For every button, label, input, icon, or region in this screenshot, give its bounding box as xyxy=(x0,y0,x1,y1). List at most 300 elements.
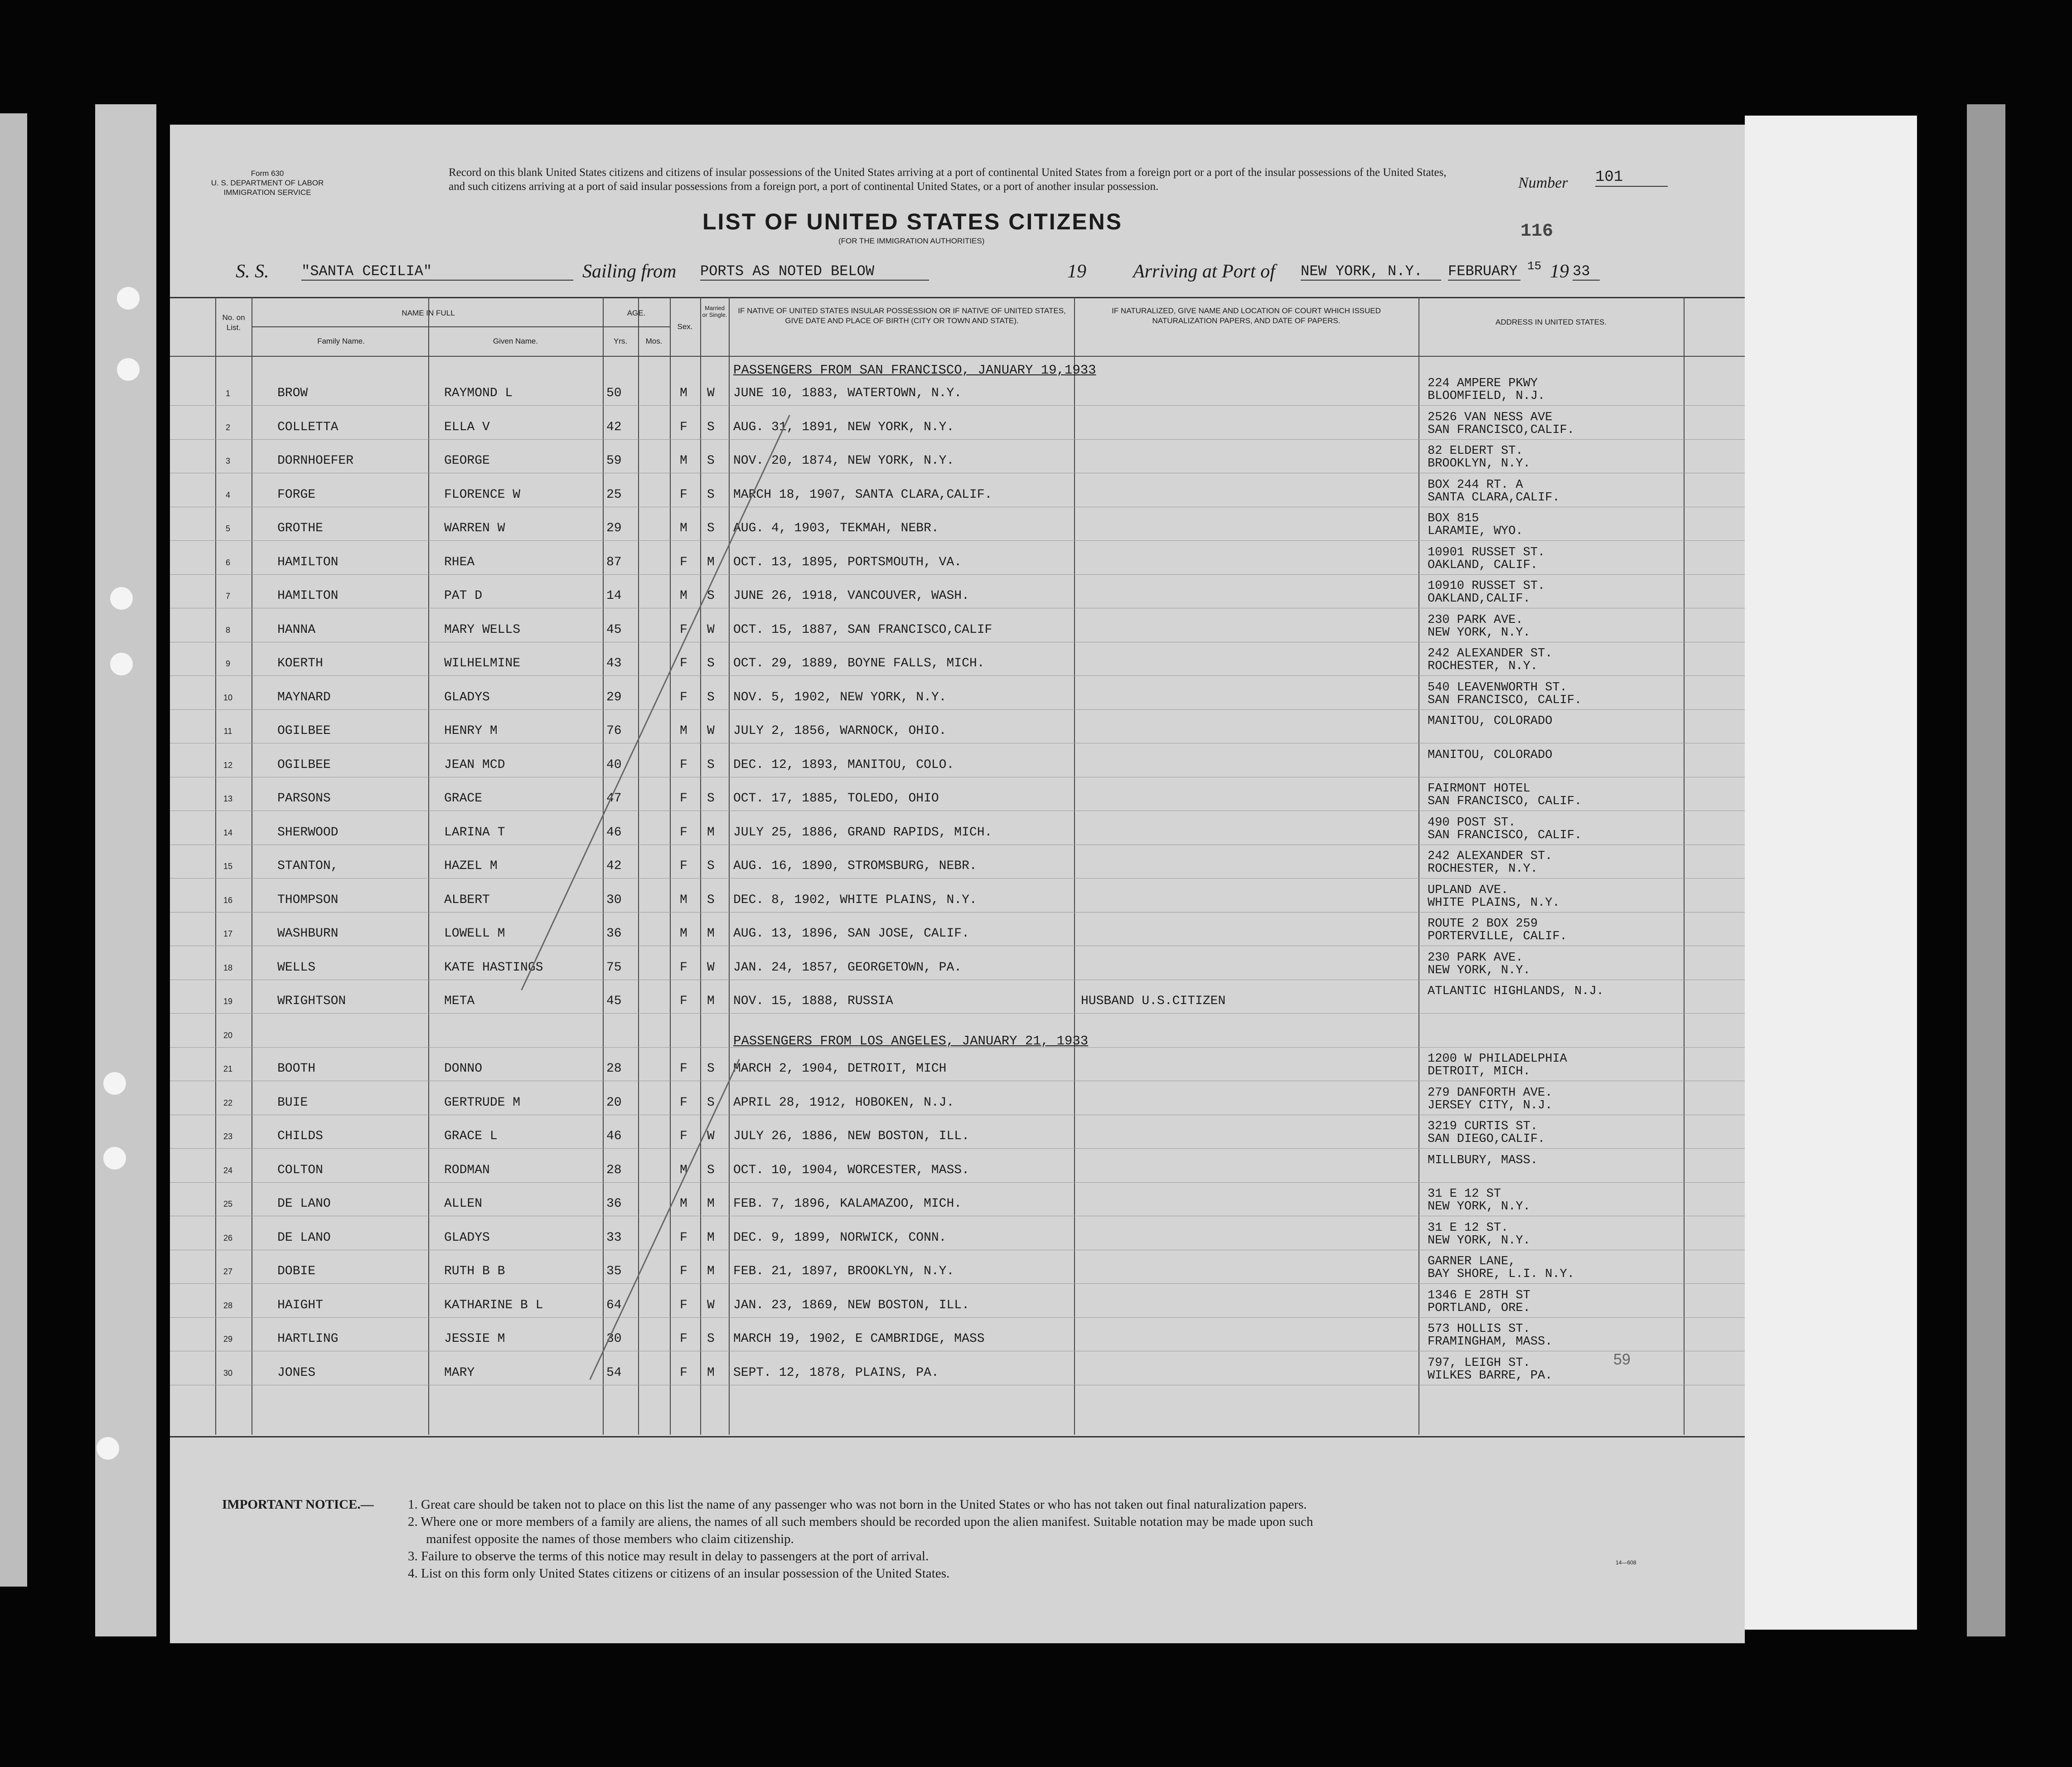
age-years: 76 xyxy=(606,724,622,738)
row-number: 22 xyxy=(223,1098,233,1107)
age-years: 33 xyxy=(606,1230,622,1245)
age-years: 64 xyxy=(606,1298,622,1312)
marital-status: M xyxy=(707,1197,715,1211)
family-name: WASHBURN xyxy=(277,927,339,941)
row-number: 12 xyxy=(223,760,233,770)
sex: M xyxy=(680,521,687,535)
given-name: HAZEL M xyxy=(444,859,498,873)
row-rule xyxy=(170,912,1745,913)
header-no-on-list: No. on List. xyxy=(222,313,245,332)
birth-info: DEC. 9, 1899, NORWICK, CONN. xyxy=(733,1230,947,1245)
family-name: HAIGHT xyxy=(277,1298,323,1312)
address-line-2: PORTLAND, ORE. xyxy=(1428,1301,1530,1315)
birth-info: AUG. 31, 1891, NEW YORK, N.Y. xyxy=(733,420,954,434)
address-line-1: 2526 VAN NESS AVE xyxy=(1428,410,1553,424)
birth-info: OCT. 13, 1895, PORTSMOUTH, VA. xyxy=(733,555,962,569)
row-number: 18 xyxy=(223,963,233,972)
age-years: 46 xyxy=(606,1129,622,1143)
row-number: 30 xyxy=(223,1368,233,1378)
age-years: 14 xyxy=(606,589,622,603)
header-naturalized: IF NATURALIZED, GIVE NAME AND LOCATION OF COURT WHICH ISSUED NATURALIZATION PAPERS, AND DATE OF PAPERS. xyxy=(1112,306,1381,325)
birth-info: JULY 2, 1856, WARNOCK, OHIO. xyxy=(733,724,947,738)
marital-status: S xyxy=(707,521,715,535)
sex: F xyxy=(680,1332,687,1346)
form-department-block xyxy=(195,169,340,197)
birth-info: DEC. 12, 1893, MANITOU, COLO. xyxy=(733,757,954,772)
section-heading-san-francisco: PASSENGERS FROM SAN FRANCISCO, JANUARY 19,1933 xyxy=(733,363,1096,378)
address-line-1: 31 E 12 ST xyxy=(1428,1187,1501,1201)
subheader-line xyxy=(252,326,603,327)
birth-info: JUNE 10, 1883, WATERTOWN, N.Y. xyxy=(733,386,962,400)
birth-info: NOV. 15, 1888, RUSSIA xyxy=(733,994,893,1008)
given-name: MARY WELLS xyxy=(444,622,521,637)
sex: F xyxy=(680,690,687,704)
address-line-2: ROCHESTER, N.Y. xyxy=(1428,660,1538,673)
sex: F xyxy=(680,1129,687,1143)
row-rule xyxy=(170,540,1745,541)
form-number: Form 630 xyxy=(251,169,284,178)
ss-label: S. S. xyxy=(236,261,269,282)
address-line-2: OAKLAND,CALIF. xyxy=(1428,592,1530,606)
given-name: DONNO xyxy=(444,1062,483,1076)
age-years: 29 xyxy=(606,690,622,704)
birth-info: MARCH 19, 1902, E CAMBRIDGE, MASS xyxy=(733,1332,985,1346)
row-number: 26 xyxy=(223,1233,233,1243)
marital-status: S xyxy=(707,420,715,434)
age-years: 47 xyxy=(606,791,622,806)
birth-info: FEB. 7, 1896, KALAMAZOO, MICH. xyxy=(733,1197,962,1211)
page-title: LIST OF UNITED STATES CITIZENS xyxy=(702,209,1123,234)
sex: F xyxy=(680,791,687,806)
family-name: HAMILTON xyxy=(277,589,339,603)
sex: F xyxy=(680,1062,687,1076)
row-number: 9 xyxy=(225,659,230,668)
birth-info: JULY 26, 1886, NEW BOSTON, ILL. xyxy=(733,1129,969,1143)
col-line xyxy=(428,297,429,1435)
ship-name: "SANTA CECILIA" xyxy=(301,263,573,281)
sex: F xyxy=(680,555,687,569)
marital-status: S xyxy=(707,757,715,772)
header-age: AGE. xyxy=(627,309,646,317)
address-line-1: ATLANTIC HIGHLANDS, N.J. xyxy=(1428,985,1604,998)
marital-status: W xyxy=(707,1298,715,1312)
row-rule xyxy=(170,675,1745,676)
form-code: 14—608 xyxy=(1616,1559,1636,1566)
marital-status: S xyxy=(707,1062,715,1076)
adjacent-page-left xyxy=(0,113,27,1587)
address-line-2: SANTA CLARA,CALIF. xyxy=(1428,490,1560,505)
service-name: IMMIGRATION SERVICE xyxy=(223,188,311,197)
marital-status: W xyxy=(707,622,715,637)
marital-status: M xyxy=(707,1230,715,1245)
notice-item-1: 1. Great care should be taken not to place on this list the name of any passenger who was not born in the United States or who has not taken out final naturalization papers. xyxy=(408,1497,1307,1512)
given-name: HENRY M xyxy=(444,724,498,738)
marital-status: W xyxy=(707,960,715,975)
col-line xyxy=(638,297,639,1435)
family-name: BOOTH xyxy=(277,1062,316,1076)
arrival-year: 33 xyxy=(1573,263,1600,281)
address-line-1: BOX 815 xyxy=(1428,512,1479,525)
number-label: Number xyxy=(1518,175,1568,191)
address-line-2: JERSEY CITY, N.J. xyxy=(1428,1098,1553,1112)
age-years: 29 xyxy=(606,521,622,535)
marital-status: M xyxy=(707,555,715,569)
given-name: WILHELMINE xyxy=(444,656,521,670)
age-years: 35 xyxy=(606,1264,622,1278)
header-native: IF NATIVE OF UNITED STATES INSULAR POSSESSION OR IF NATIVE OF UNITED STATES, GIVE DATE AND PLACE OF BIRTH (CITY OR TOWN AND STATE). xyxy=(738,306,1066,325)
arriving-label: Arriving at Port of xyxy=(1133,261,1275,282)
age-years: 87 xyxy=(606,555,622,569)
address-line-2: PORTERVILLE, CALIF. xyxy=(1428,930,1567,943)
sex: F xyxy=(680,420,687,434)
row-rule xyxy=(170,405,1745,406)
address-line-2: SAN FRANCISCO, CALIF. xyxy=(1428,795,1582,808)
address-line-2: BAY SHORE, L.I. N.Y. xyxy=(1428,1267,1575,1281)
age-years: 54 xyxy=(606,1365,622,1380)
address-line-1: 224 AMPERE PKWY xyxy=(1428,377,1538,390)
row-number: 28 xyxy=(223,1301,233,1310)
address-line-1: 82 ELDERT ST. xyxy=(1428,444,1523,458)
sex: M xyxy=(680,1197,687,1211)
sex: F xyxy=(680,656,687,670)
given-name: RODMAN xyxy=(444,1163,490,1177)
marital-status: S xyxy=(707,656,715,670)
address-line-1: ROUTE 2 BOX 259 xyxy=(1428,917,1538,931)
sex: M xyxy=(680,386,687,400)
age-years: 43 xyxy=(606,656,622,670)
family-name: DORNHOEFER xyxy=(277,454,354,468)
address-line-1: 242 ALEXANDER ST. xyxy=(1428,850,1553,863)
marital-status: S xyxy=(707,454,715,468)
birth-info: MARCH 2, 1904, DETROIT, MICH xyxy=(733,1062,947,1076)
birth-info: NOV. 5, 1902, NEW YORK, N.Y. xyxy=(733,690,947,704)
row-number: 21 xyxy=(223,1064,233,1073)
row-number: 27 xyxy=(223,1267,233,1276)
age-years: 59 xyxy=(606,454,622,468)
row-number: 6 xyxy=(225,558,230,567)
sex: M xyxy=(680,893,687,907)
birth-info: JULY 25, 1886, GRAND RAPIDS, MICH. xyxy=(733,825,992,840)
given-name: RAYMOND L xyxy=(444,386,513,400)
address-line-1: 279 DANFORTH AVE. xyxy=(1428,1086,1553,1100)
birth-info: SEPT. 12, 1878, PLAINS, PA. xyxy=(733,1365,939,1380)
header-months: Mos. xyxy=(645,337,663,345)
birth-info: OCT. 10, 1904, WORCESTER, MASS. xyxy=(733,1163,969,1177)
address-line-1: GARNER LANE, xyxy=(1428,1255,1516,1268)
row-rule xyxy=(170,709,1745,710)
age-years: 40 xyxy=(606,757,622,772)
given-name: GRACE xyxy=(444,791,483,806)
birth-info: AUG. 16, 1890, STROMSBURG, NEBR. xyxy=(733,859,977,873)
binder-hole xyxy=(117,287,140,310)
sex: M xyxy=(680,724,687,738)
family-name: STANTON, xyxy=(277,859,339,873)
row-number: 10 xyxy=(223,693,233,702)
family-name: HANNA xyxy=(277,622,316,637)
marital-status: M xyxy=(707,927,715,941)
page-subtitle: (FOR THE IMMIGRATION AUTHORITIES) xyxy=(838,237,985,245)
row-number: 23 xyxy=(223,1132,233,1141)
notice-item-4: 4. List on this form only United States citizens or citizens of an insular possession of the United States. xyxy=(408,1566,950,1581)
sex: F xyxy=(680,1365,687,1380)
family-name: JONES xyxy=(277,1365,316,1380)
address-line-1: MILLBURY, MASS. xyxy=(1428,1153,1538,1167)
family-name: HAMILTON xyxy=(277,555,339,569)
address-line-2: NEW YORK, N.Y. xyxy=(1428,963,1530,977)
address-line-2: SAN FRANCISCO, CALIF. xyxy=(1428,693,1582,707)
row-rule xyxy=(170,439,1745,440)
family-name: CHILDS xyxy=(277,1129,323,1143)
age-years: 25 xyxy=(606,487,622,502)
family-name: HARTLING xyxy=(277,1332,339,1346)
sex: F xyxy=(680,960,687,975)
sex: F xyxy=(680,1095,687,1110)
address-line-2: SAN FRANCISCO, CALIF. xyxy=(1428,828,1582,842)
given-name: META xyxy=(444,994,475,1008)
row-number: 3 xyxy=(225,456,230,466)
given-name: ELLA V xyxy=(444,420,490,434)
address-line-1: MANITOU, COLORADO xyxy=(1428,748,1553,762)
row-number: 25 xyxy=(223,1199,233,1209)
family-name: COLTON xyxy=(277,1163,323,1177)
address-line-2: NEW YORK, N.Y. xyxy=(1428,1200,1530,1214)
given-name: ALBERT xyxy=(444,893,490,907)
family-name: OGILBEE xyxy=(277,757,331,772)
arrival-month: FEBRUARY xyxy=(1448,263,1520,281)
given-name: KATHARINE B L xyxy=(444,1298,543,1312)
col-line xyxy=(1684,297,1685,1435)
address-line-2: BLOOMFIELD, N.J. xyxy=(1428,389,1545,403)
marital-status: S xyxy=(707,690,715,704)
header-address: ADDRESS IN UNITED STATES. xyxy=(1496,318,1607,326)
sailing-label: Sailing from xyxy=(582,261,677,282)
notice-label: IMPORTANT NOTICE.— xyxy=(222,1497,374,1512)
row-number: 16 xyxy=(223,895,233,905)
sex: F xyxy=(680,1264,687,1278)
given-name: GEORGE xyxy=(444,454,490,468)
address-line-1: 490 POST ST. xyxy=(1428,816,1516,830)
header-name-in-full: NAME IN FULL xyxy=(402,309,455,317)
given-name: RHEA xyxy=(444,555,475,569)
address-line-1: 230 PARK AVE. xyxy=(1428,951,1523,965)
address-line-2: DETROIT, MICH. xyxy=(1428,1065,1530,1078)
sex: M xyxy=(680,454,687,468)
notice-item-2: 2. Where one or more members of a family are aliens, the names of all such members should be recorded upon the alien manifest. Suitable notation may be made upon such xyxy=(408,1515,1313,1529)
marital-status: S xyxy=(707,893,715,907)
row-number: 15 xyxy=(223,862,233,871)
marital-status: S xyxy=(707,1332,715,1346)
header-given-name: Given Name. xyxy=(493,337,538,345)
sex: F xyxy=(680,1230,687,1245)
row-rule xyxy=(170,1283,1745,1284)
sex: F xyxy=(680,622,687,637)
header-family-name: Family Name. xyxy=(317,337,365,345)
sex: F xyxy=(680,825,687,840)
address-line-1: BOX 244 RT. A xyxy=(1428,478,1523,492)
age-years: 30 xyxy=(606,1332,622,1346)
birth-info: NOV. 20, 1874, NEW YORK, N.Y. xyxy=(733,454,954,468)
age-years: 36 xyxy=(606,927,622,941)
given-name: GLADYS xyxy=(444,690,490,704)
marital-status: M xyxy=(707,1365,715,1380)
arrival-year-prefix: 19 xyxy=(1550,261,1569,282)
address-line-1: UPLAND AVE. xyxy=(1428,883,1509,897)
marital-status: S xyxy=(707,1095,715,1110)
address-line-2: NEW YORK, N.Y. xyxy=(1428,626,1530,640)
address-line-1: 10910 RUSSET ST. xyxy=(1428,579,1545,593)
marital-status: W xyxy=(707,1129,715,1143)
marital-status: S xyxy=(707,589,715,603)
birth-info: JAN. 24, 1857, GEORGETOWN, PA. xyxy=(733,960,962,975)
row-number: 4 xyxy=(225,490,230,500)
address-line-1: 242 ALEXANDER ST. xyxy=(1428,647,1553,660)
birth-info: OCT. 15, 1887, SAN FRANCISCO,CALIF xyxy=(733,622,992,637)
address-line-2: OAKLAND, CALIF. xyxy=(1428,558,1538,572)
subheader-line xyxy=(603,326,670,327)
address-line-2: SAN DIEGO,CALIF. xyxy=(1428,1132,1545,1146)
family-name: GROTHE xyxy=(277,521,323,535)
given-name: GRACE L xyxy=(444,1129,498,1143)
age-years: 50 xyxy=(606,386,622,400)
next-page-edge xyxy=(1745,116,1917,1630)
age-years: 45 xyxy=(606,994,622,1008)
address-line-1: 1200 W PHILADELPHIA xyxy=(1428,1052,1567,1066)
row-number: 5 xyxy=(225,524,230,533)
family-name: THOMPSON xyxy=(277,893,339,907)
family-name: KOERTH xyxy=(277,656,323,670)
record-instructions: Record on this blank United States citizens and citizens of insular possessions of the United States arriving at a port of continental United States from a foreign port or a port of the insular possessions of the United States, and such citizens arriving at a port of said insular possessions from a foreign port, a port of continental United States, or a port of another insular possession. xyxy=(449,166,1447,193)
family-name: SHERWOOD xyxy=(277,825,339,840)
age-years: 30 xyxy=(606,893,622,907)
age-years: 75 xyxy=(606,960,622,975)
age-years: 42 xyxy=(606,420,622,434)
binder-hole xyxy=(110,653,133,675)
age-years: 28 xyxy=(606,1163,622,1177)
sex: F xyxy=(680,757,687,772)
header-married: Married or Single. xyxy=(702,305,727,318)
sex: F xyxy=(680,487,687,502)
address-line-1: 10901 RUSSET ST. xyxy=(1428,545,1545,559)
row-rule xyxy=(170,1148,1745,1149)
given-name: JESSIE M xyxy=(444,1332,505,1346)
col-line xyxy=(1074,297,1075,1435)
sex: F xyxy=(680,1298,687,1312)
col-line xyxy=(215,297,216,1435)
address-line-2: WILKES BARRE, PA. xyxy=(1428,1369,1553,1383)
row-rule xyxy=(170,1317,1745,1318)
birth-info: DEC. 8, 1902, WHITE PLAINS, N.Y. xyxy=(733,893,977,907)
address-line-1: MANITOU, COLORADO xyxy=(1428,714,1553,728)
address-line-1: 797, LEIGH ST. xyxy=(1428,1356,1530,1370)
row-number: 11 xyxy=(223,727,232,736)
age-years: 20 xyxy=(606,1095,622,1110)
sex: M xyxy=(680,1163,687,1177)
year-label: 19 xyxy=(1067,261,1086,282)
birth-info: OCT. 29, 1889, BOYNE FALLS, MICH. xyxy=(733,656,985,670)
row-number: 19 xyxy=(223,997,233,1006)
row-rule xyxy=(170,1047,1745,1048)
row-rule xyxy=(170,574,1745,575)
notice-item-3: 3. Failure to observe the terms of this notice may result in delay to passengers at the port of arrival. xyxy=(408,1549,929,1563)
given-name: RUTH B B xyxy=(444,1264,505,1278)
address-line-2: ROCHESTER, N.Y. xyxy=(1428,862,1538,876)
row-number: 2 xyxy=(225,422,230,432)
row-number: 13 xyxy=(223,794,233,803)
address-line-1: 230 PARK AVE. xyxy=(1428,613,1523,627)
given-name: GLADYS xyxy=(444,1230,490,1245)
col-line xyxy=(1418,297,1419,1435)
address-line-2: SAN FRANCISCO,CALIF. xyxy=(1428,423,1575,437)
family-name: FORGE xyxy=(277,487,316,502)
address-line-1: 1346 E 28TH ST xyxy=(1428,1288,1530,1302)
row-number: 14 xyxy=(223,828,233,837)
row-number: 17 xyxy=(223,929,233,938)
birth-info: MARCH 18, 1907, SANTA CLARA,CALIF. xyxy=(733,487,992,502)
family-name: WELLS xyxy=(277,960,316,975)
given-name: WARREN W xyxy=(444,521,505,535)
row-number: 8 xyxy=(225,625,230,635)
family-name: BROW xyxy=(277,386,308,400)
family-name: OGILBEE xyxy=(277,724,331,738)
page-stamp-number: 116 xyxy=(1520,221,1554,242)
row-rule xyxy=(170,1182,1745,1183)
list-number: 101 xyxy=(1595,169,1668,187)
sex: F xyxy=(680,859,687,873)
row-number: 20 xyxy=(223,1030,233,1040)
marital-status: M xyxy=(707,994,715,1008)
arrival-day: 15 xyxy=(1527,259,1542,273)
marital-status: S xyxy=(707,1163,715,1177)
family-name: COLLETTA xyxy=(277,420,339,434)
col-line xyxy=(603,297,604,1435)
given-name: LARINA T xyxy=(444,825,505,840)
binder-hole xyxy=(97,1437,119,1460)
row-number: 1 xyxy=(225,389,230,398)
col-line xyxy=(700,297,701,1435)
address-line-1: 3219 CURTIS ST. xyxy=(1428,1120,1538,1133)
margin-note: 59 xyxy=(1613,1351,1631,1368)
header-years: Yrs. xyxy=(613,337,628,345)
family-name: PARSONS xyxy=(277,791,331,806)
address-line-1: FAIRMONT HOTEL xyxy=(1428,782,1530,796)
address-line-2: LARAMIE, WYO. xyxy=(1428,524,1523,538)
binding-strip xyxy=(95,104,156,1636)
birth-info: OCT. 17, 1885, TOLEDO, OHIO xyxy=(733,791,939,806)
given-name: JEAN MCD xyxy=(444,757,505,772)
marital-status: S xyxy=(707,791,715,806)
given-name: MARY xyxy=(444,1365,475,1380)
address-line-2: FRAMINGHAM, MASS. xyxy=(1428,1335,1553,1349)
given-name: LOWELL M xyxy=(444,927,505,941)
family-name: DOBIE xyxy=(277,1264,316,1278)
department-name: U. S. DEPARTMENT OF LABOR xyxy=(211,179,324,187)
marital-status: M xyxy=(707,825,715,840)
given-name: GERTRUDE M xyxy=(444,1095,521,1110)
adjacent-page-right xyxy=(1967,104,2005,1636)
row-rule xyxy=(170,1013,1745,1014)
age-years: 46 xyxy=(606,825,622,840)
family-name: DE LANO xyxy=(277,1197,331,1211)
age-years: 45 xyxy=(606,622,622,637)
marital-status: S xyxy=(707,859,715,873)
given-name: FLORENCE W xyxy=(444,487,521,502)
sex: F xyxy=(680,994,687,1008)
binder-hole xyxy=(103,1147,126,1170)
binder-hole xyxy=(103,1072,126,1095)
given-name: PAT D xyxy=(444,589,483,603)
col-line xyxy=(670,297,671,1435)
sex: M xyxy=(680,927,687,941)
